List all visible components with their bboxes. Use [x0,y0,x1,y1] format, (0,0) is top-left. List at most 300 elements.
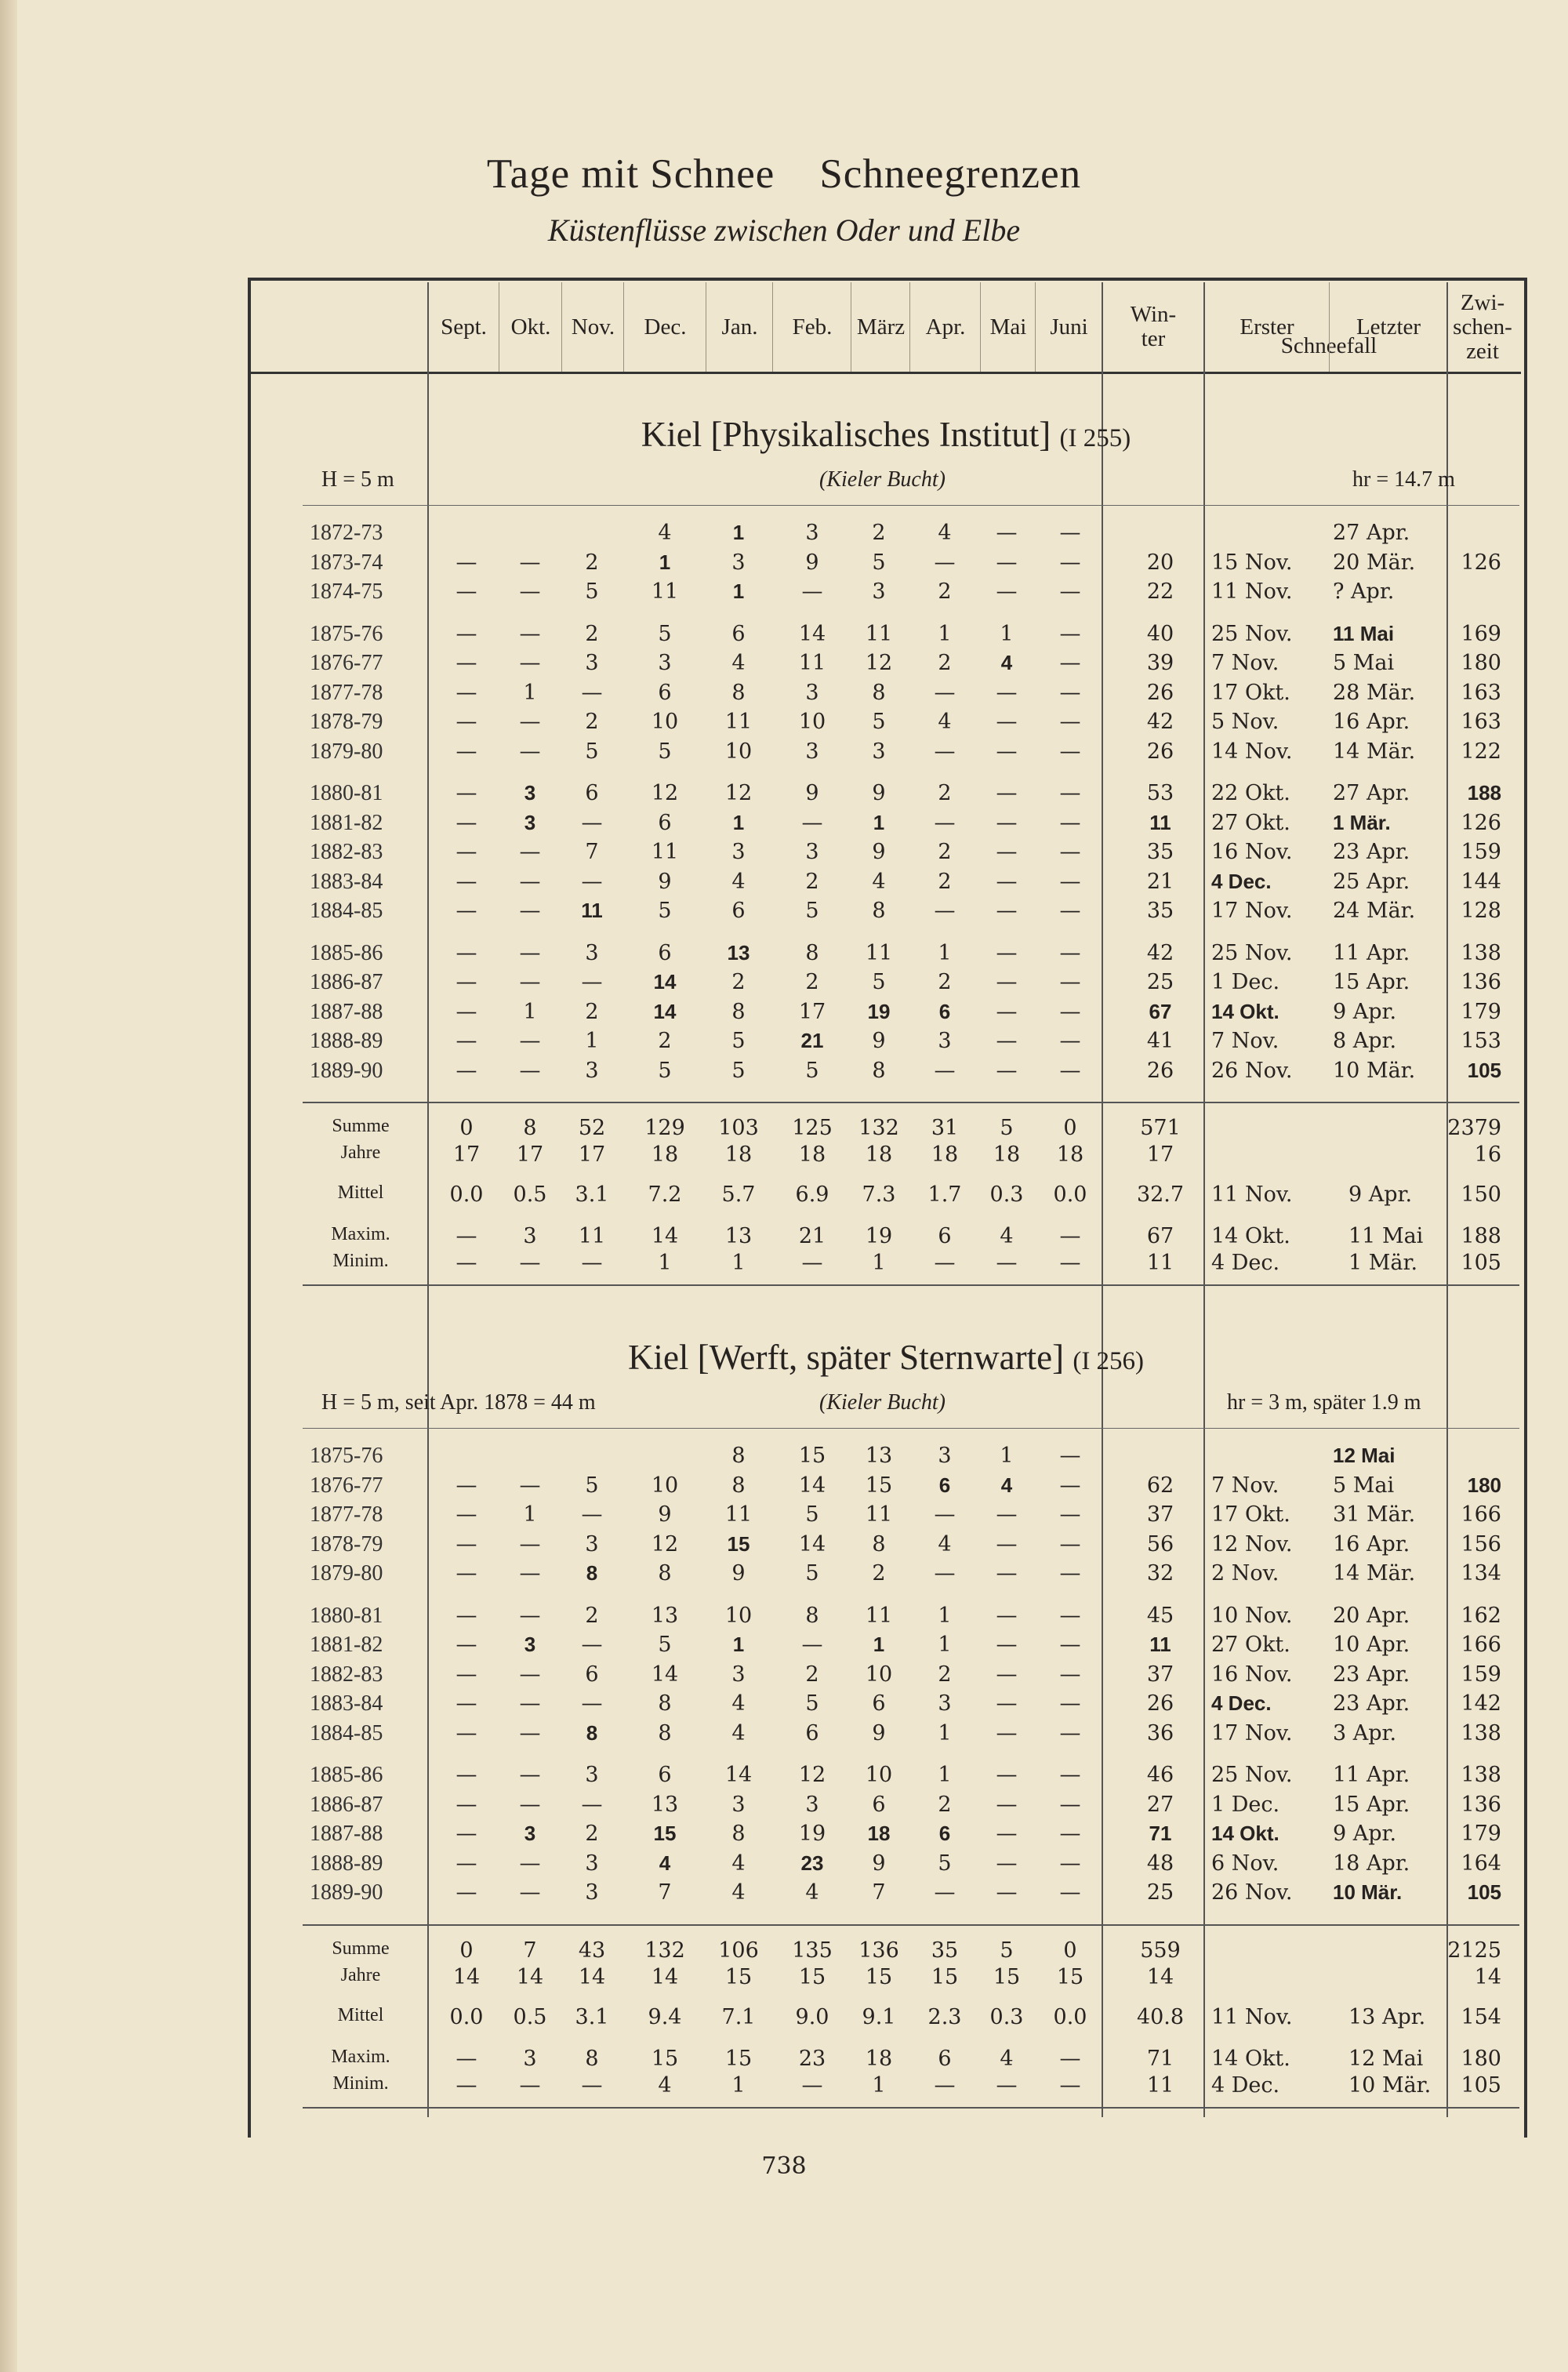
summary-label: Minim. [332,2073,389,2094]
summary-last: 11 Mai [1348,1224,1424,1248]
year-label: 1879-80 [310,1561,383,1586]
cell-0: — [456,1029,477,1053]
cell-4: 8 [731,1822,746,1846]
interval-days: 138 [1461,941,1501,965]
cell-4: 1 [732,521,745,544]
cell-4: 11 [724,1502,753,1527]
cell-1: — [519,622,541,646]
winter-days: 11 [1149,811,1171,834]
cell-1: 3 [524,1633,536,1656]
interval-days: 153 [1461,1029,1501,1053]
cell-5: 3 [805,521,819,545]
last-snowfall: 23 Apr. [1333,840,1410,864]
summary-cell-6: 132 [858,1116,899,1140]
cell-4: 8 [731,681,746,705]
cell-2: — [581,1793,603,1817]
summary-cell-2: 14 [578,1965,606,1989]
last-snowfall: 10 Mär. [1333,1059,1416,1083]
cell-1: 3 [524,781,536,805]
cell-6: 3 [872,739,886,764]
summary-cell-2: 11 [578,1224,606,1248]
cell-3: 5 [658,622,672,646]
cell-1: — [519,550,541,575]
year-label: 1889-90 [310,1880,383,1905]
summary-cell-3: 15 [651,2047,679,2071]
summary-winter: 11 [1146,2073,1174,2098]
first-snowfall: 5 Nov. [1211,710,1279,734]
cell-4: 3 [731,550,746,575]
cell-6: 13 [865,1444,893,1468]
summary-cell-4: 18 [724,1142,753,1167]
last-snowfall: 5 Mai [1333,651,1395,675]
summary-cell-4: 7.1 [721,2005,756,2029]
summary-cell-0: — [456,2073,477,2098]
winter-days: 42 [1146,710,1174,734]
cell-9: — [1059,521,1081,545]
interval-days: 180 [1467,1473,1501,1497]
last-snowfall: 28 Mär. [1333,681,1416,705]
first-snowfall: 16 Nov. [1211,840,1293,864]
last-snowfall: 16 Apr. [1333,1532,1410,1557]
cell-9: — [1059,870,1081,894]
cell-2: 2 [585,710,599,734]
cell-4: 14 [724,1763,753,1787]
cell-7: 1 [938,1721,952,1745]
cell-4: 1 [732,811,745,834]
cell-7: 5 [938,1851,952,1876]
first-snowfall: 12 Nov. [1211,1532,1293,1557]
cell-0: — [456,579,477,604]
cell-2: — [581,1691,603,1716]
cell-6: 11 [865,941,893,965]
interval-days: 164 [1461,1851,1501,1876]
cell-9: — [1059,1793,1081,1817]
interval-days: 179 [1461,1822,1501,1846]
cell-7: — [934,1059,956,1083]
winter-days: 26 [1146,1059,1174,1083]
summary-cell-5: — [801,2073,823,2098]
summary-winter: 571 [1140,1116,1181,1140]
cell-1: — [519,1561,541,1586]
cell-9: — [1059,579,1081,604]
summary-cell-3: 1 [658,1251,672,1275]
cell-9: — [1059,1000,1081,1024]
cell-4: 9 [731,1561,746,1586]
summary-cell-4: 103 [718,1116,759,1140]
column-rule [561,282,562,372]
summary-label: Mittel [337,1182,384,1203]
year-label: 1886-87 [310,970,383,994]
winter-days: 26 [1146,681,1174,705]
cell-7: — [934,811,956,835]
summary-cell-6: 19 [865,1224,893,1248]
station-hr: hr = 14.7 m [1352,467,1455,492]
cell-7: — [934,739,956,764]
year-label: 1888-89 [310,1029,383,1053]
cell-7: 2 [938,781,952,805]
summary-cell-9: 0 [1063,1938,1077,1963]
header-schneefall: Schneefall [1280,333,1377,358]
summary-cell-1: 3 [523,2047,537,2071]
last-snowfall: 9 Apr. [1333,1000,1397,1024]
cell-7: 6 [938,1473,951,1497]
cell-5: 2 [805,1662,819,1687]
cell-7: 2 [938,870,952,894]
first-snowfall: 7 Nov. [1211,1029,1279,1053]
first-snowfall: 7 Nov. [1211,1473,1279,1498]
winter-days: 25 [1146,970,1174,994]
cell-0: — [456,870,477,894]
winter-days: 37 [1146,1502,1174,1527]
summary-label: Jahre [340,1142,381,1163]
cell-4: 8 [731,1000,746,1024]
cell-8: — [996,1561,1018,1586]
winter-days: 20 [1146,550,1174,575]
summary-cell-6: 1 [872,2073,886,2098]
cell-3: 15 [653,1822,677,1845]
cell-3: 6 [658,941,672,965]
cell-9: — [1059,1059,1081,1083]
cell-3: 14 [651,1662,679,1687]
cell-4: 10 [724,1604,753,1628]
last-snowfall: 14 Mär. [1333,1561,1416,1586]
column-rule [772,282,773,372]
header-month-2: Nov. [561,282,624,372]
first-snowfall: 16 Nov. [1211,1662,1293,1687]
summary-cell-6: 7.3 [862,1182,896,1207]
summary-first: 11 Nov. [1211,1182,1293,1207]
cell-8: — [996,781,1018,805]
summary-cell-8: 18 [993,1142,1021,1167]
last-snowfall: 10 Apr. [1333,1633,1410,1657]
cell-4: 4 [731,1851,746,1876]
first-snowfall: 26 Nov. [1211,1059,1293,1083]
summary-cell-6: 136 [858,1938,899,1963]
summary-cell-6: 1 [872,1251,886,1275]
cell-3: 5 [658,1633,672,1657]
interval-days: 105 [1467,1880,1501,1904]
station-rule [303,505,1519,506]
summary-cell-3: 4 [658,2073,672,2098]
cell-4: 8 [731,1473,746,1498]
cell-0: — [456,899,477,923]
summary-cell-8: 0.3 [989,1182,1024,1207]
cell-9: — [1059,840,1081,864]
station-catalog: (I 255) [1059,424,1131,452]
summary-label: Minim. [332,1251,389,1271]
year-label: 1873-74 [310,550,383,575]
cell-6: 5 [872,970,886,994]
cell-6: 8 [872,1059,886,1083]
year-label: 1884-85 [310,1721,383,1745]
summary-last: 10 Mär. [1348,2073,1432,2098]
cell-4: 2 [731,970,746,994]
winter-days: 67 [1149,1000,1172,1023]
cell-2: 2 [585,1604,599,1628]
summary-last: 13 Apr. [1348,2005,1426,2029]
summary-last: 1 Mär. [1348,1251,1418,1275]
cell-8: 1 [1000,1444,1014,1468]
cell-7: 2 [938,840,952,864]
summary-zwi: 180 [1461,2047,1501,2071]
cell-8: — [996,1633,1018,1657]
summary-winter: 32.7 [1136,1182,1185,1207]
summary-cell-4: 1 [731,1251,746,1275]
cell-7: — [934,1561,956,1586]
summary-label: Maxim. [331,1224,390,1244]
header-month-4: Jan. [706,282,773,372]
cell-4: 4 [731,651,746,675]
cell-1: — [519,1029,541,1053]
header-col-13: Zwi- schen- zeit [1446,282,1518,372]
summary-cell-9: — [1059,2047,1081,2071]
cell-3: 4 [658,521,672,545]
summary-rule-bottom [303,2107,1519,2109]
cell-6: 11 [865,1604,893,1628]
summary-cell-1: 17 [516,1142,544,1167]
last-snowfall: 8 Apr. [1333,1029,1397,1053]
summary-cell-0: — [456,1251,477,1275]
summary-label: Maxim. [331,2047,390,2067]
cell-7: 4 [938,1532,952,1557]
last-snowfall: 27 Apr. [1333,521,1410,545]
station-height: H = 5 m [321,467,394,492]
cell-6: 8 [872,681,886,705]
summary-winter: 71 [1146,2047,1174,2071]
cell-2: 2 [585,1822,599,1846]
cell-7: 3 [938,1691,952,1716]
interval-days: 159 [1461,840,1501,864]
summary-cell-9: 0 [1063,1116,1077,1140]
cell-9: — [1059,739,1081,764]
cell-0: — [456,1633,477,1657]
summary-cell-2: 8 [585,2047,599,2071]
cell-0: — [456,811,477,835]
station-height: H = 5 m, seit Apr. 1878 = 44 m [321,1390,596,1415]
cell-2: 5 [585,579,599,604]
cell-2: 2 [585,622,599,646]
cell-2: — [581,1633,603,1657]
summary-label: Summe [332,1938,390,1959]
cell-5: 4 [805,1880,819,1905]
cell-0: — [456,1000,477,1024]
summary-last: 12 Mai [1348,2047,1424,2071]
cell-1: — [519,1532,541,1557]
header-month-1: Okt. [499,282,562,372]
cell-0: — [456,1691,477,1716]
cell-0: — [456,970,477,994]
cell-2: 8 [586,1721,598,1745]
header-col-12: Letzter [1329,282,1447,372]
header-month-3: Dec. [623,282,706,372]
cell-4: 8 [731,1444,746,1468]
first-snowfall: 1 Dec. [1211,1793,1280,1817]
interval-days: 136 [1461,970,1501,994]
winter-days: 11 [1149,1633,1171,1656]
cell-5: 9 [805,781,819,805]
cell-3: 5 [658,1059,672,1083]
winter-days: 37 [1146,1662,1174,1687]
summary-label: Mittel [337,2005,384,2025]
last-snowfall: 12 Mai [1333,1444,1396,1467]
summary-cell-0: — [456,2047,477,2071]
cell-3: 7 [658,1880,672,1905]
cell-8: — [996,550,1018,575]
cell-6: 1 [873,1633,885,1656]
cell-9: — [1059,811,1081,835]
last-snowfall: 25 Apr. [1333,870,1410,894]
summary-cell-3: 9.4 [648,2005,682,2029]
cell-4: 12 [724,781,753,805]
summary-cell-9: — [1059,1251,1081,1275]
header-month-7: Apr. [909,282,981,372]
summary-cell-2: — [581,2073,603,2098]
first-snowfall: 25 Nov. [1211,941,1293,965]
first-snowfall: 25 Nov. [1211,622,1293,646]
summary-cell-2: 3.1 [575,2005,609,2029]
summary-cell-6: 15 [865,1965,893,1989]
cell-1: — [519,1604,541,1628]
interval-days: 144 [1461,870,1501,894]
cell-4: 4 [731,1691,746,1716]
summary-cell-5: 135 [792,1938,833,1963]
cell-5: 12 [798,1763,826,1787]
page-subtitle: Küstenflüsse zwischen Oder und Elbe [547,212,1021,248]
winter-days: 62 [1146,1473,1174,1498]
cell-8: — [996,710,1018,734]
year-label: 1881-82 [310,1633,383,1657]
cell-6: 9 [872,1851,886,1876]
cell-8: — [996,1029,1018,1053]
year-label: 1887-88 [310,1822,383,1846]
summary-cell-0: 0 [459,1938,474,1963]
summary-cell-2: 17 [578,1142,606,1167]
year-label: 1875-76 [310,622,383,646]
cell-5: 3 [805,739,819,764]
cell-9: — [1059,1473,1081,1498]
cell-1: — [519,1851,541,1876]
cell-5: 5 [805,1502,819,1527]
cell-5: 5 [805,899,819,923]
cell-0: — [456,1604,477,1628]
cell-6: 11 [865,1502,893,1527]
cell-2: — [581,970,603,994]
summary-zwi: 188 [1461,1224,1501,1248]
cell-2: 5 [585,1473,599,1498]
cell-4: 5 [731,1029,746,1053]
summary-cell-9: 15 [1056,1965,1084,1989]
cell-5: — [801,1633,823,1657]
summary-cell-5: 9.0 [795,2005,829,2029]
summary-cell-5: 125 [792,1116,833,1140]
interval-days: 159 [1461,1662,1501,1687]
cell-5: 3 [805,681,819,705]
summary-cell-8: 4 [1000,2047,1014,2071]
cell-8: — [996,941,1018,965]
last-snowfall: 11 Apr. [1333,1763,1410,1787]
first-snowfall: 17 Nov. [1211,1721,1293,1745]
station-heading [251,414,1521,455]
summary-cell-0: 0 [459,1116,474,1140]
winter-days: 22 [1146,579,1174,604]
summary-cell-0: 0.0 [449,1182,484,1207]
header-month-5: Feb. [772,282,851,372]
cell-6: 9 [872,840,886,864]
cell-8: — [996,1691,1018,1716]
cell-6: 4 [872,870,886,894]
cell-7: 2 [938,1793,952,1817]
column-rule [1203,282,1205,2117]
cell-5: 10 [798,710,826,734]
summary-label: Summe [332,1116,390,1136]
summary-cell-0: 17 [452,1142,481,1167]
last-snowfall: 23 Apr. [1333,1691,1410,1716]
cell-7: 6 [938,1000,951,1023]
cell-9: — [1059,1633,1081,1657]
cell-8: — [996,870,1018,894]
cell-2: 3 [585,1059,599,1083]
first-snowfall: 15 Nov. [1211,550,1293,575]
cell-8: — [996,1880,1018,1905]
summary-zwi: 154 [1461,2005,1501,2029]
summary-cell-5: 15 [798,1965,826,1989]
cell-9: — [1059,1822,1081,1846]
year-label: 1882-83 [310,1662,383,1687]
summary-cell-5: 6.9 [795,1182,829,1207]
cell-6: 9 [872,781,886,805]
summary-cell-9: 0.0 [1053,2005,1087,2029]
cell-6: 10 [865,1763,893,1787]
cell-0: — [456,1532,477,1557]
cell-8: — [996,899,1018,923]
cell-6: 5 [872,550,886,575]
summary-cell-1: 0.5 [513,1182,547,1207]
cell-5: 14 [798,622,826,646]
winter-days: 40 [1146,622,1174,646]
cell-0: — [456,710,477,734]
cell-8: — [996,811,1018,835]
cell-1: — [519,1721,541,1745]
cell-0: — [456,550,477,575]
cell-7: — [934,899,956,923]
year-label: 1880-81 [310,1604,383,1628]
cell-9: — [1059,681,1081,705]
cell-9: — [1059,1029,1081,1053]
summary-winter: 11 [1146,1251,1174,1275]
cell-2: 6 [585,1662,599,1687]
cell-5: 5 [805,1059,819,1083]
cell-8: 1 [1000,622,1014,646]
cell-7: 1 [938,1604,952,1628]
summary-zwi: 2379 [1447,1116,1501,1140]
cell-9: — [1059,899,1081,923]
cell-0: — [456,1851,477,1876]
cell-2: 6 [585,781,599,805]
cell-6: 18 [867,1822,891,1845]
cell-1: — [519,840,541,864]
cell-5: 2 [805,870,819,894]
summary-winter: 559 [1140,1938,1181,1963]
summary-cell-0: 14 [452,1965,481,1989]
winter-days: 53 [1146,781,1174,805]
first-snowfall: 7 Nov. [1211,651,1279,675]
cell-5: 6 [805,1721,819,1745]
first-snowfall: 1 Dec. [1211,970,1280,994]
cell-3: 1 [659,550,671,574]
interval-days: 142 [1461,1691,1501,1716]
last-snowfall: ? Apr. [1333,579,1395,604]
cell-5: — [801,579,823,604]
